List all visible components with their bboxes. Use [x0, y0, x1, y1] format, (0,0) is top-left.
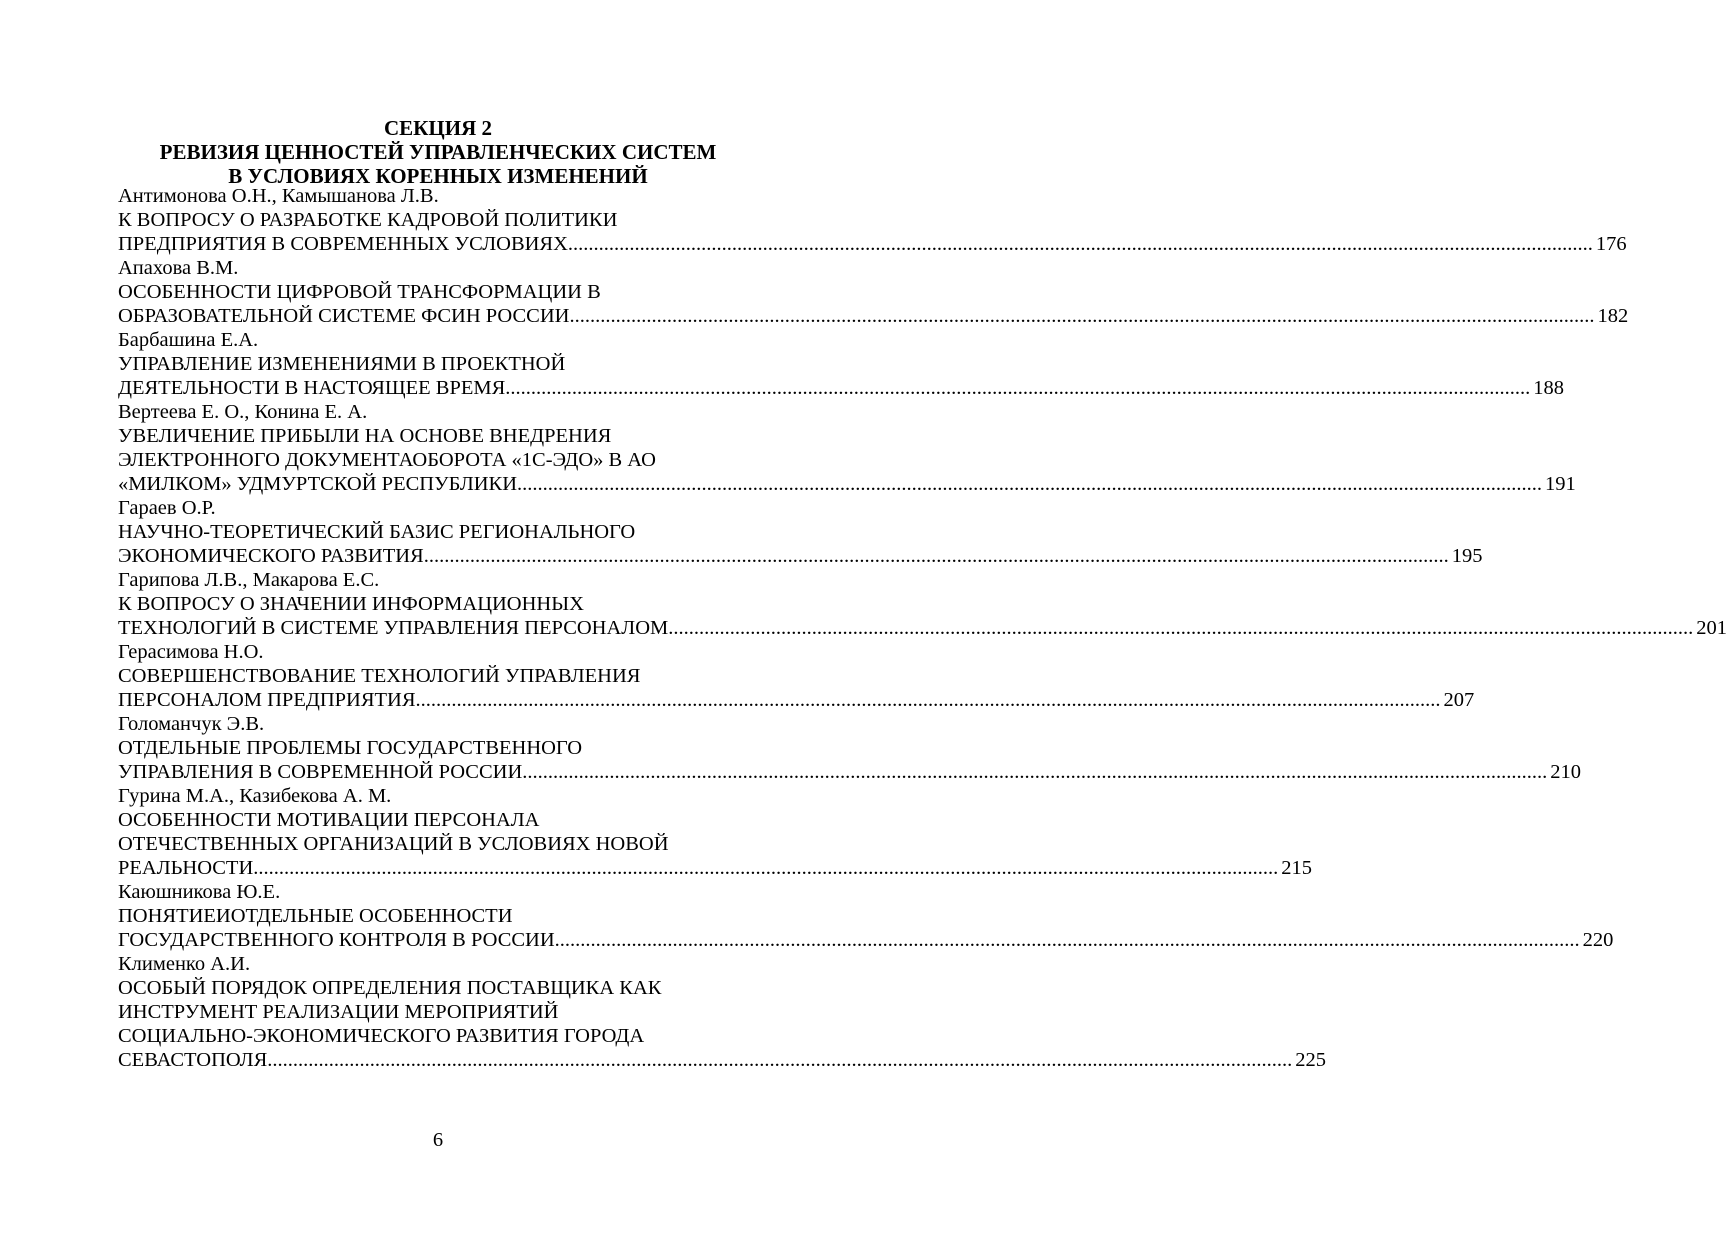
dot-leader: ........................................................................................................................................................................................................	[569, 305, 1595, 327]
section-title-line2: В УСЛОВИЯХ КОРЕННЫХ ИЗМЕНЕНИЙ	[228, 164, 648, 188]
toc-entry	[118, 784, 1313, 880]
dot-leader: ........................................................................................................................................................................................................	[267, 1049, 1293, 1071]
entry-title-line: «МИЛКОМ» УДМУРТСКОЙ РЕСПУБЛИКИ	[118, 473, 518, 495]
entry-authors: Барбашина Е.А.	[118, 329, 259, 351]
entry-title-line: ЭКОНОМИЧЕСКОГО РАЗВИТИЯ	[118, 545, 424, 567]
entry-page-number: 207	[1443, 689, 1475, 711]
entry-authors: Вертеева Е. О., Конина Е. А.	[118, 401, 368, 423]
entry-authors: Гараев О.Р.	[118, 497, 216, 519]
entry-title-line: ТЕХНОЛОГИЙ В СИСТЕМЕ УПРАВЛЕНИЯ ПЕРСОНАЛОМ	[118, 617, 669, 639]
entry-title-last-line	[118, 1048, 1327, 1072]
dot-leader: ........................................................................................................................................................................................................	[517, 473, 1543, 495]
dot-leader: ........................................................................................................................................................................................................	[567, 233, 1593, 255]
toc-entry	[118, 184, 1627, 256]
entry-title-line: ИНСТРУМЕНТ РЕАЛИЗАЦИИ МЕРОПРИЯТИЙ	[118, 1001, 559, 1023]
dot-leader: ........................................................................................................................................................................................................	[505, 377, 1531, 399]
entry-title-last-line	[118, 376, 1565, 400]
entry-title-last-line	[118, 304, 1629, 328]
entry-title-line: НАУЧНО-ТЕОРЕТИЧЕСКИЙ БАЗИС РЕГИОНАЛЬНОГО	[118, 521, 636, 543]
entry-authors: Голоманчук Э.В.	[118, 713, 265, 735]
toc-entry	[118, 328, 1565, 400]
entry-authors: Каюшникова Ю.Е.	[118, 881, 281, 903]
toc-entry	[118, 640, 1475, 712]
section-label: СЕКЦИЯ 2	[384, 116, 492, 140]
entry-title-last-line	[118, 928, 1614, 952]
entry-title-line: РЕАЛЬНОСТИ	[118, 857, 254, 879]
entry-title-line: ПОНЯТИЕИОТДЕЛЬНЫЕ ОСОБЕННОСТИ	[118, 905, 513, 927]
entry-title-line: СЕВАСТОПОЛЯ	[118, 1049, 268, 1071]
entry-page-number: 210	[1550, 761, 1582, 783]
entry-title-last-line	[118, 232, 1627, 256]
entry-title-line: ОСОБЫЙ ПОРЯДОК ОПРЕДЕЛЕНИЯ ПОСТАВЩИКА КАК	[118, 977, 662, 999]
entry-title-line: ОТЕЧЕСТВЕННЫХ ОРГАНИЗАЦИЙ В УСЛОВИЯХ НОВОЙ	[118, 833, 669, 855]
entry-title-line: ГОСУДАРСТВЕННОГО КОНТРОЛЯ В РОССИИ	[118, 929, 555, 951]
entry-authors: Гурина М.А., Казибекова А. М.	[118, 785, 392, 807]
page-number: 6	[432, 1129, 444, 1151]
entry-title-line: УВЕЛИЧЕНИЕ ПРИБЫЛИ НА ОСНОВЕ ВНЕДРЕНИЯ	[118, 425, 612, 447]
entry-title-line: УПРАВЛЕНИЕ ИЗМЕНЕНИЯМИ В ПРОЕКТНОЙ	[118, 353, 566, 375]
entry-title-line: СОЦИАЛЬНО-ЭКОНОМИЧЕСКОГО РАЗВИТИЯ ГОРОДА	[118, 1025, 645, 1047]
entry-title-line: ОБРАЗОВАТЕЛЬНОЙ СИСТЕМЕ ФСИН РОССИИ	[118, 305, 570, 327]
entry-title-last-line	[118, 688, 1475, 712]
entry-page-number: 215	[1281, 857, 1313, 879]
entry-title-line: УПРАВЛЕНИЯ В СОВРЕМЕННОЙ РОССИИ	[118, 761, 523, 783]
toc-entry	[118, 568, 1727, 640]
dot-leader: ........................................................................................................................................................................................................	[554, 929, 1580, 951]
entry-authors: Герасимова Н.О.	[118, 641, 264, 663]
entry-page-number: 201	[1696, 617, 1727, 639]
entry-title-line: К ВОПРОСУ О ЗНАЧЕНИИ ИНФОРМАЦИОННЫХ	[118, 593, 584, 615]
toc-entry	[118, 256, 1629, 328]
entry-title-last-line	[118, 856, 1313, 880]
entry-title-last-line	[118, 544, 1483, 568]
entry-page-number: 220	[1582, 929, 1614, 951]
entry-authors: Антимонова О.Н., Камышанова Л.В.	[118, 185, 439, 207]
entry-title-line: ОСОБЕННОСТИ МОТИВАЦИИ ПЕРСОНАЛА	[118, 809, 540, 831]
entry-title-line: СОВЕРШЕНСТВОВАНИЕ ТЕХНОЛОГИЙ УПРАВЛЕНИЯ	[118, 665, 641, 687]
entry-title-line: ОСОБЕННОСТИ ЦИФРОВОЙ ТРАНСФОРМАЦИИ В	[118, 281, 601, 303]
entry-page-number: 191	[1545, 473, 1576, 495]
entry-title-last-line	[118, 616, 1727, 640]
toc-entry	[118, 496, 1483, 568]
entry-title-line: ДЕЯТЕЛЬНОСТИ В НАСТОЯЩЕЕ ВРЕМЯ	[118, 377, 506, 399]
entry-page-number: 182	[1597, 305, 1629, 327]
dot-leader: ........................................................................................................................................................................................................	[253, 857, 1279, 879]
dot-leader: ........................................................................................................................................................................................................	[668, 617, 1694, 639]
dot-leader: ........................................................................................................................................................................................................	[415, 689, 1441, 711]
entry-title-line: ЭЛЕКТРОННОГО ДОКУМЕНТАОБОРОТА «1С-ЭДО» В АО	[118, 449, 656, 471]
entry-page-number: 176	[1595, 233, 1627, 255]
entry-authors: Апахова В.М.	[118, 257, 239, 279]
entry-page-number: 225	[1295, 1049, 1327, 1071]
entry-title-line: ПРЕДПРИЯТИЯ В СОВРЕМЕННЫХ УСЛОВИЯХ	[118, 233, 568, 255]
toc-entry	[118, 880, 1614, 952]
section-title-line1: РЕВИЗИЯ ЦЕННОСТЕЙ УПРАВЛЕНЧЕСКИХ СИСТЕМ	[159, 140, 717, 164]
toc-entry	[118, 400, 1576, 496]
toc-entry	[118, 712, 1582, 784]
entry-page-number: 188	[1533, 377, 1565, 399]
table-of-contents	[118, 184, 1727, 1072]
entry-title-line: К ВОПРОСУ О РАЗРАБОТКЕ КАДРОВОЙ ПОЛИТИКИ	[118, 209, 618, 231]
dot-leader: ........................................................................................................................................................................................................	[423, 545, 1449, 567]
entry-authors: Гарипова Л.В., Макарова Е.С.	[118, 569, 380, 591]
toc-entry	[118, 952, 1327, 1072]
entry-title-last-line	[118, 472, 1576, 496]
entry-title-line: ОТДЕЛЬНЫЕ ПРОБЛЕМЫ ГОСУДАРСТВЕННОГО	[118, 737, 583, 759]
entry-title-last-line	[118, 760, 1582, 784]
entry-authors: Клименко А.И.	[118, 953, 251, 975]
dot-leader: ........................................................................................................................................................................................................	[522, 761, 1548, 783]
entry-page-number: 195	[1451, 545, 1483, 567]
entry-title-line: ПЕРСОНАЛОМ ПРЕДПРИЯТИЯ	[118, 689, 416, 711]
